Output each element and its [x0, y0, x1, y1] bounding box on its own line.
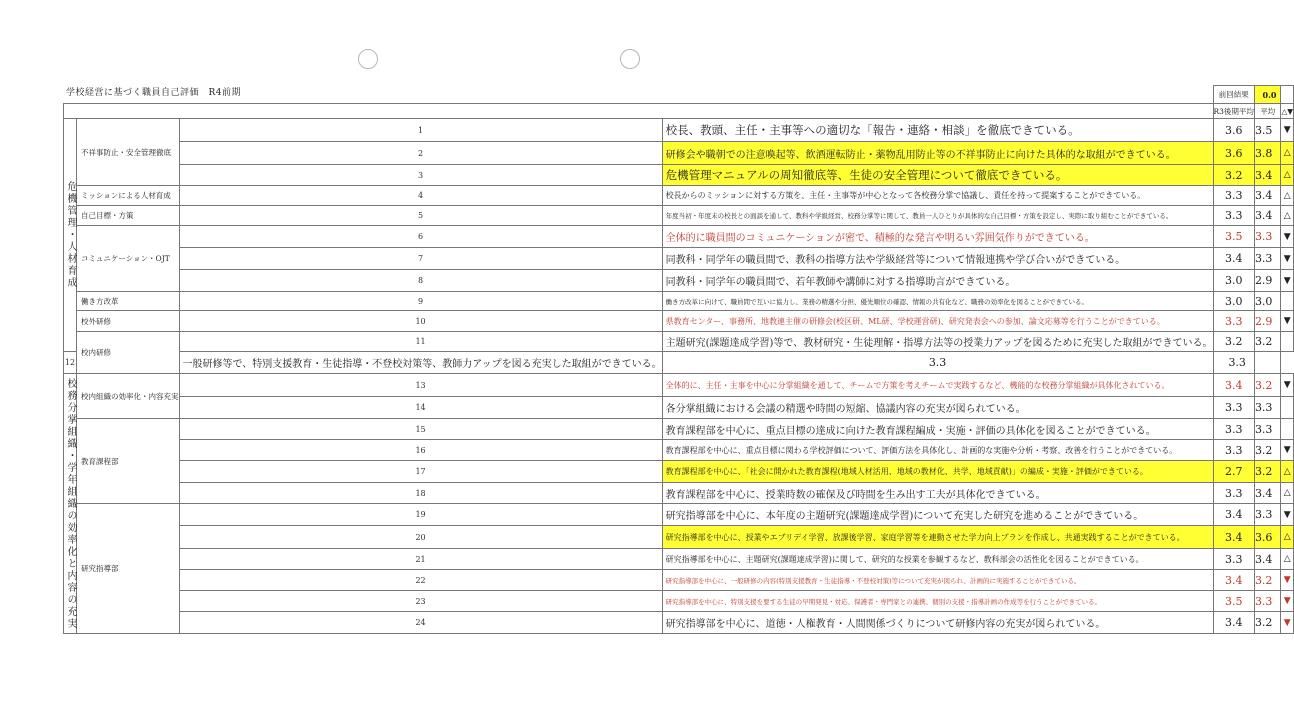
- item-number: 18: [179, 483, 662, 504]
- table-row: [64, 352, 1294, 374]
- table-row: [64, 332, 1294, 352]
- trend-up-icon: △: [1281, 206, 1294, 226]
- prev-average: 3.6: [1213, 142, 1254, 165]
- item-text: 校長、教頭、主任・主事等への適切な「報告・連絡・相談」を徹底できている。: [662, 119, 1213, 142]
- subcategory-label: 自己目標・方策: [77, 206, 180, 226]
- item-text: 研修会や職朝での注意喚起等、飲酒運転防止・薬物乱用防止等の不祥事防止に向けた具体的な取組ができている。: [662, 142, 1213, 165]
- item-number: 6: [179, 226, 662, 248]
- current-average: 3.3: [1254, 248, 1281, 270]
- subcategory-label: 不祥事防止・安全管理徹底: [77, 119, 180, 186]
- category-label: [64, 119, 77, 352]
- item-text: 研究指導部を中心に、本年度の主題研究(課題達成学習)について充実した研究を進めることができている。: [662, 504, 1213, 526]
- item-number: 24: [179, 612, 662, 634]
- prev-average: 3.3: [1213, 483, 1254, 504]
- trend-down-icon: ▼: [1281, 374, 1294, 397]
- header-average: 平均: [1254, 104, 1281, 119]
- current-average: 3.4: [1254, 165, 1281, 186]
- prev-average: 3.0: [1213, 270, 1254, 292]
- item-text: 県教育センター、事務所、地教連主催の研修会(校区研、ML研、学校運営研)、研究発表会への参加、論文応募等を行うことができている。: [662, 311, 1213, 332]
- table-row: [64, 248, 1294, 270]
- item-number: 8: [179, 270, 662, 292]
- prev-average: 3.3: [1213, 549, 1254, 570]
- trend-up-icon: △: [1281, 526, 1294, 549]
- table-row: [64, 165, 1294, 186]
- current-average: 3.6: [1254, 526, 1281, 549]
- item-number: 16: [179, 440, 662, 461]
- table-row: [64, 270, 1294, 292]
- item-number: 1: [179, 119, 662, 142]
- subcategory-label: 校内研修: [77, 332, 180, 374]
- item-number: 11: [179, 332, 662, 352]
- trend-down-icon: ▼: [1281, 440, 1294, 461]
- evaluation-table: [63, 85, 1294, 634]
- binder-hole-left: [358, 49, 378, 69]
- item-text: 各分掌組織における会議の精選や時間の短縮、協議内容の充実が図られている。: [662, 397, 1213, 419]
- item-text: 主題研究(課題達成学習)等で、教材研究・生徒理解・指導方法等の授業力アップを図るために充実した取組ができている。: [662, 332, 1213, 352]
- current-average: 2.9: [1254, 311, 1281, 332]
- table-row: [64, 397, 1294, 419]
- category-text: 危機管理・人材育成: [65, 181, 76, 289]
- table-row: [64, 186, 1294, 206]
- item-number: 13: [179, 374, 662, 397]
- item-text: 年度当初・年度末の校長との面談を通して、教科や学級経営、校務分掌等に関して、教員一人ひとりが具体的な自己目標・方策を設定し、実際に取り組むことができている。: [662, 206, 1213, 226]
- table-row: [64, 440, 1294, 461]
- current-average: 3.2: [1254, 612, 1281, 634]
- subcategory-label: 教育課程部: [77, 419, 180, 504]
- table-row: [64, 119, 1294, 142]
- current-average: 3.4: [1254, 186, 1281, 206]
- current-average: 3.2: [1254, 332, 1281, 352]
- item-text: 教育課程部を中心に、「社会に開かれた教育課程(地域人材活用、地域の教材化、共学、地域貢献)」の編成・実施・評価ができている。: [662, 461, 1213, 483]
- prev-average: 3.4: [1213, 248, 1254, 270]
- prev-average: 3.5: [1213, 226, 1254, 248]
- item-number: 19: [179, 504, 662, 526]
- trend-empty: [1254, 352, 1281, 374]
- current-average: 3.3: [1254, 226, 1281, 248]
- prev-average: 3.4: [1213, 570, 1254, 591]
- current-average: 3.3: [1254, 419, 1281, 440]
- current-average: 3.8: [1254, 142, 1281, 165]
- trend-down-icon: ▼: [1281, 612, 1294, 634]
- item-text: 教育課程部を中心に、重点目標に関わる学校評価について、評価方法を具体化し、計画的な実施や分析・考察、改善を行うことができている。: [662, 440, 1213, 461]
- item-text: 全体的に、主任・主事を中心に分掌組織を通して、チームで方策を考えチームで実践するなど、機能的な校務分掌組織が具体化されている。: [662, 374, 1213, 397]
- item-text: 教育課程部を中心に、重点目標の達成に向けた教育課程編成・実施・評価の具体化を図ることができている。: [662, 419, 1213, 440]
- item-number: 23: [179, 591, 662, 612]
- prev-average: 3.3: [1213, 419, 1254, 440]
- item-text: 研究指導部を中心に、道徳・人権教育・人間関係づくりについて研修内容の充実が図られている。: [662, 612, 1213, 634]
- item-number: 22: [179, 570, 662, 591]
- item-text: 教育課程部を中心に、授業時数の確保及び時間を生み出す工夫が具体化できている。: [662, 483, 1213, 504]
- table-row: [64, 483, 1294, 504]
- item-text: 一般研修等で、特別支援教育・生徒指導・不登校対策等、教師力アップを図る充実した取組ができている。: [179, 352, 662, 374]
- binder-hole-right: [620, 49, 640, 69]
- table-row: [64, 612, 1294, 634]
- current-average: 3.4: [1254, 206, 1281, 226]
- subcategory-label: コミュニケーション・OJT: [77, 226, 180, 292]
- current-average: 3.2: [1254, 461, 1281, 483]
- trend-down-icon: ▼: [1281, 270, 1294, 292]
- document-title: 学校経営に基づく職員自己評価 R4前期: [66, 88, 242, 98]
- table-row: [64, 526, 1294, 549]
- item-number: 14: [179, 397, 662, 419]
- header-trend: △▼: [1281, 104, 1294, 119]
- trend-down-icon: ▼: [1281, 226, 1294, 248]
- table-row: [64, 374, 1294, 397]
- prev-average: 3.3: [1213, 206, 1254, 226]
- item-text: 研究指導部を中心に、特別支援を要する生徒の早期発見・対応、保護者・専門家との連携、個別の支援・指導計画の作成等を行うことができている。: [662, 591, 1213, 612]
- item-number: 7: [179, 248, 662, 270]
- trend-up-icon: △: [1281, 461, 1294, 483]
- prev-average: 3.4: [1213, 504, 1254, 526]
- trend-down-icon: ▼: [1281, 504, 1294, 526]
- trend-down-icon: ▼: [1281, 311, 1294, 332]
- item-number: 2: [179, 142, 662, 165]
- prev-average: 2.7: [1213, 461, 1254, 483]
- trend-empty: [1281, 292, 1294, 311]
- trend-up-icon: △: [1281, 186, 1294, 206]
- current-average: 3.2: [1254, 440, 1281, 461]
- trend-down-icon: ▼: [1281, 570, 1294, 591]
- trend-empty: [1281, 332, 1294, 352]
- trend-down-icon: ▼: [1281, 119, 1294, 142]
- trend-empty: [1281, 397, 1294, 419]
- prev-average: 3.3: [1213, 311, 1254, 332]
- prev-average: 3.3: [1213, 440, 1254, 461]
- item-number: 17: [179, 461, 662, 483]
- current-average: 3.3: [1254, 397, 1281, 419]
- prev-average: 3.3: [662, 352, 1213, 374]
- prev-average: 3.2: [1213, 332, 1254, 352]
- table-row: [64, 292, 1294, 311]
- prev-average: 3.5: [1213, 591, 1254, 612]
- current-average: 3.2: [1254, 374, 1281, 397]
- item-text: 同教科・同学年の職員間で、教科の指導方法や学級経営等について情報連携や学び合いができている。: [662, 248, 1213, 270]
- current-average: 3.0: [1254, 292, 1281, 311]
- prev-average: 3.4: [1213, 612, 1254, 634]
- table-row: [64, 206, 1294, 226]
- prev-average: 3.2: [1213, 165, 1254, 186]
- trend-empty: [1281, 419, 1294, 440]
- prev-average: 3.3: [1213, 186, 1254, 206]
- prev-average: 3.6: [1213, 119, 1254, 142]
- item-number: 9: [179, 292, 662, 311]
- current-average: 3.2: [1254, 570, 1281, 591]
- current-average: 3.3: [1213, 352, 1254, 374]
- category-label: [64, 374, 77, 634]
- trend-up-icon: △: [1281, 142, 1294, 165]
- current-average: 3.4: [1254, 483, 1281, 504]
- trend-up-icon: △: [1281, 165, 1294, 186]
- subcategory-label: 校内組織の効率化・内容充実: [77, 374, 180, 419]
- item-number: 12: [64, 352, 77, 374]
- current-average: 3.3: [1254, 591, 1281, 612]
- prev-average: 3.3: [1213, 397, 1254, 419]
- header-prev-average: R3後期平均: [1213, 104, 1254, 119]
- item-number: 20: [179, 526, 662, 549]
- subcategory-label: 働き方改革: [77, 292, 180, 311]
- item-number: 4: [179, 186, 662, 206]
- trend-down-icon: ▼: [1281, 591, 1294, 612]
- trend-up-icon: △: [1281, 549, 1294, 570]
- current-average: 3.4: [1254, 549, 1281, 570]
- item-text: 研究指導部を中心に、授業やエブリデイ学習、放課後学習、家庭学習等を連動させた学力向上プランを作成し、共通実践することができている。: [662, 526, 1213, 549]
- summary-label: 前回結果: [1213, 86, 1254, 104]
- table-row: [64, 549, 1294, 570]
- subcategory-label: 研究指導部: [77, 504, 180, 634]
- table-row: [64, 570, 1294, 591]
- table-row: [64, 142, 1294, 165]
- item-number: 21: [179, 549, 662, 570]
- trend-up-icon: △: [1281, 483, 1294, 504]
- item-number: 15: [179, 419, 662, 440]
- item-number: 3: [179, 165, 662, 186]
- item-text: 同教科・同学年の職員間で、若年教師や講師に対する指導助言ができている。: [662, 270, 1213, 292]
- table-row: [64, 226, 1294, 248]
- table-row: [64, 419, 1294, 440]
- item-text: 働き方改革に向けて、職員間で互いに協力し、業務の精選や分担、優先順位の確認、情報の共有化など、職務の効率化を図ることができている。: [662, 292, 1213, 311]
- table-row: [64, 311, 1294, 332]
- item-number: 10: [179, 311, 662, 332]
- table-row: [64, 591, 1294, 612]
- summary-value: 0.0: [1254, 86, 1281, 104]
- prev-average: 3.4: [1213, 374, 1254, 397]
- current-average: 3.3: [1254, 504, 1281, 526]
- table-row: [64, 461, 1294, 483]
- subcategory-label: ミッションによる人材育成: [77, 186, 180, 206]
- trend-down-icon: ▼: [1281, 248, 1294, 270]
- subcategory-label: 校外研修: [77, 311, 180, 332]
- item-text: 研究指導部を中心に、主題研究(課題達成学習)に関して、研究的な授業を参観するなど、教科部会の活性化を図ることができている。: [662, 549, 1213, 570]
- current-average: 3.5: [1254, 119, 1281, 142]
- item-text: 全体的に職員間のコミュニケーションが密で、積極的な発言や明るい雰囲気作りができている。: [662, 226, 1213, 248]
- item-text: 研究指導部を中心に、一般研修の内容(特別支援教育・生徒指導・不登校対策)等について充実が図られ、計画的に実施することができている。: [662, 570, 1213, 591]
- item-number: 5: [179, 206, 662, 226]
- prev-average: 3.0: [1213, 292, 1254, 311]
- item-text: 校長からのミッションに対する方策を、主任・主事等が中心となって各校務分掌で協議し、責任を持って提案することができている。: [662, 186, 1213, 206]
- prev-average: 3.4: [1213, 526, 1254, 549]
- current-average: 2.9: [1254, 270, 1281, 292]
- category-text: 校務分掌組織・学年組織の効率化と内容の充実: [65, 377, 76, 630]
- item-text: 危機管理マニュアルの周知徹底等、生徒の安全管理について徹底できている。: [662, 165, 1213, 186]
- table-row: [64, 504, 1294, 526]
